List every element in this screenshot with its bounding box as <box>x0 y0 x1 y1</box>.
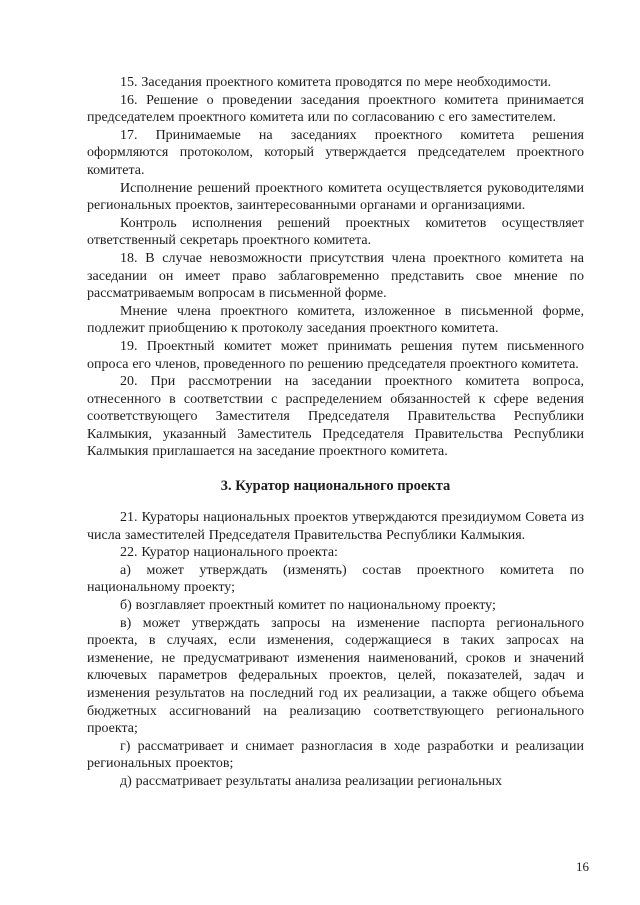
paragraph-18-opinion: Мнение члена проектного комитета, изложенное в письменной форме, подлежит приобщению к протоколу заседания проектного комитета. <box>87 303 584 337</box>
paragraph-20: 20. При рассмотрении на заседании проектного комитета вопроса, отнесенного в соответствии с распределением обязанностей к сфере ведения соответствующего Заместителя Председателя Правительства Республики Калмыкия, указанный Заместитель Председателя Правительства Республики Калмыкия приглашается на заседание проектного комитета. <box>87 374 584 460</box>
list-item-v: в) может утверждать запросы на изменение паспорта регионального проекта, в случаях, если изменения, содержащиеся в таких запросах на изменение, не предусматривают изменения наименований, сроков и значений ключевых параметров федеральных проектов, целей, показателей, задач и изменения результатов на последний год их реализации, а также общего объема бюджетных ассигнований на реализацию соответствующего регионального проекта; <box>87 615 584 737</box>
list-item-g: г) рассматривает и снимает разногласия в ходе разработки и реализации региональных проектов; <box>87 738 584 772</box>
list-item-a: а) может утверждать (изменять) состав проектного комитета по национальному проекту; <box>87 562 584 596</box>
paragraphs-bottom <box>87 509 584 791</box>
paragraph-17-control: Контроль исполнения решений проектных комитетов осуществляет ответственный секретарь проектного комитета. <box>87 215 584 249</box>
paragraph-17-execution: Исполнение решений проектного комитета осуществляется руководителями региональных проектов, заинтересованными органами и организациями. <box>87 180 584 214</box>
list-item-b: б) возглавляет проектный комитет по национальному проекту; <box>120 598 496 614</box>
paragraph-15: 15. Заседания проектного комитета проводятся по мере необходимости. <box>120 75 552 90</box>
paragraph-17: 17. Принимаемые на заседаниях проектного комитета решения оформляются протоколом, который утверждается председателем проектного комитета. <box>87 127 584 178</box>
list-item-d: д) рассматривает результаты анализа реализации региональных <box>120 773 503 789</box>
paragraphs-top <box>87 74 584 461</box>
paragraph-19: 19. Проектный комитет может принимать решения путем письменного опроса его членов, проведенного по решению председателя проектного комитета. <box>87 338 584 372</box>
page-number: 16 <box>576 859 589 874</box>
paragraph-22: 22. Куратор национального проекта: <box>120 545 338 561</box>
section-heading: 3. Куратор национального проекта <box>220 478 451 495</box>
paragraph-21: 21. Кураторы национальных проектов утверждаются президиумом Совета из числа заместителей Председателя Правительства Республики Калмыкия. <box>87 510 584 543</box>
paragraph-18: 18. В случае невозможности присутствия члена проектного комитета на заседании он имеет право заблаговременно представить свое мнение по рассматриваемым вопросам в письменной форме. <box>87 250 584 302</box>
paragraph-16: 16. Решение о проведении заседания проектного комитета принимается председателем проектного комитета или по согласованию с его заместителем. <box>87 92 584 126</box>
